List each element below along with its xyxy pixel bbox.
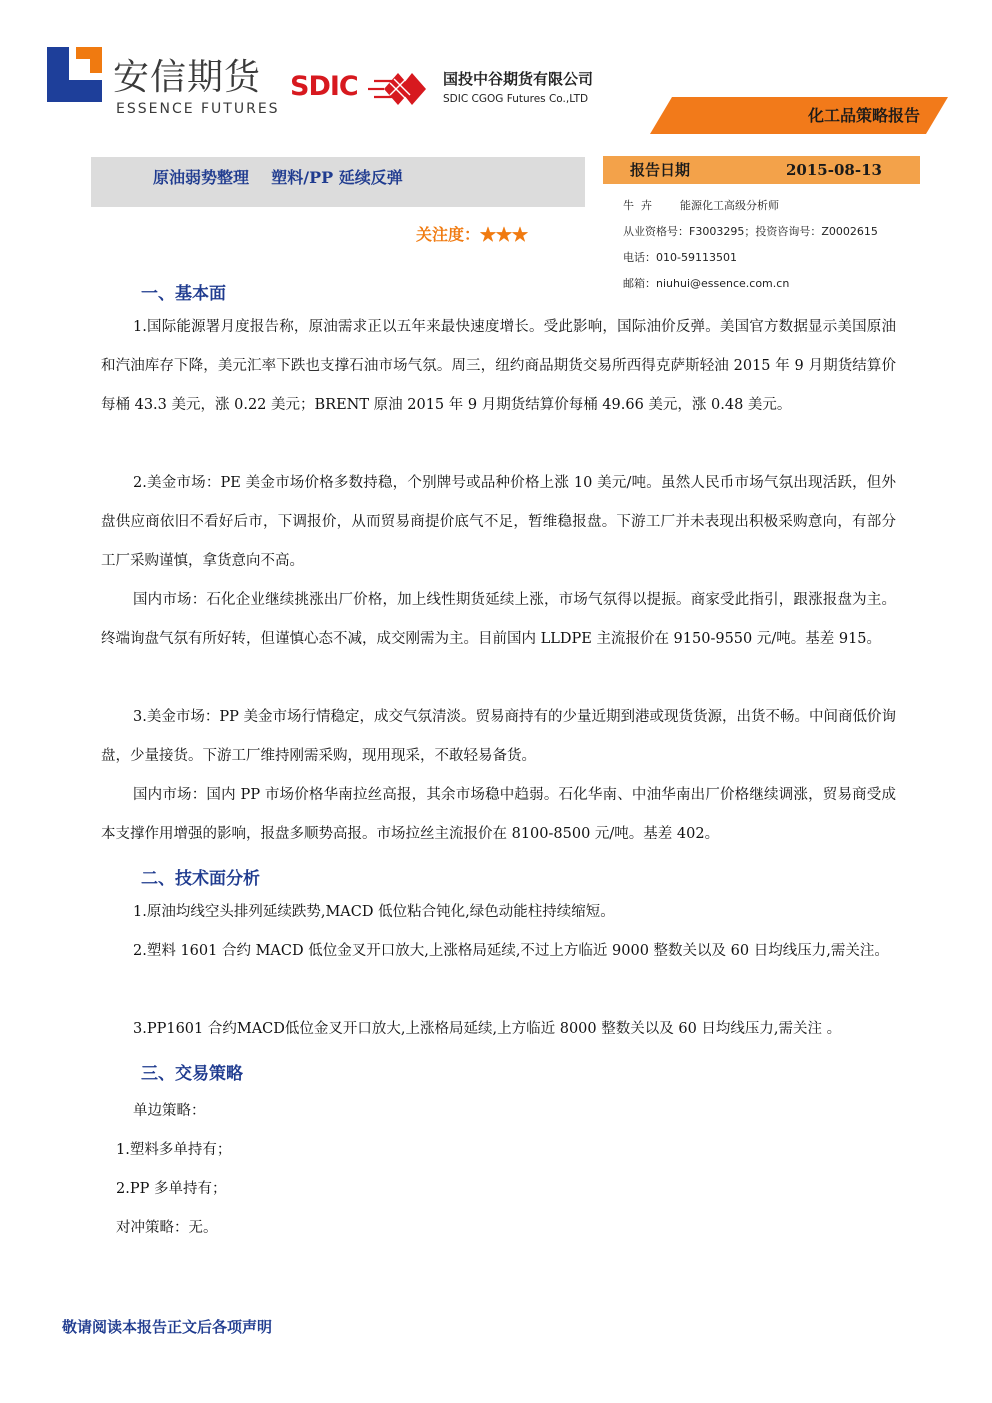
technical-paragraph-2: 2.塑料 1601 合约 MACD 低位金叉开口放大,上涨格局延续,不过上方临近 9000 整数关以及 60 日均线压力,需关注。 [133,943,889,959]
sdic-company-name-chinese: 国投中谷期货有限公司 [443,70,594,88]
essence-logo-chinese: 安信期货 [113,57,262,98]
footer-disclaimer: 敬请阅读本报告正文后各项声明 [62,1318,273,1336]
section-heading-technical: 二、技术面分析 [141,869,260,889]
analyst-name: 牛 卉 能源化工高级分析师 [623,199,779,212]
sdic-company-name-english: SDIC CGOG Futures Co.,LTD [443,93,589,105]
technical-paragraph-1: 1.原油均线空头排列延续跌势,MACD 低位粘合钝化,绿色动能柱持续缩短。 [133,904,615,920]
attention-rating: 关注度：★★★ [416,225,529,244]
strategy-item-2: 2.PP 多单持有； [116,1181,227,1197]
report-type-label: 化工品策略报告 [807,106,920,125]
essence-logo-icon [47,47,102,102]
strategy-single-label: 单边策略： [133,1103,206,1119]
strategy-item-1: 1.塑料多单持有； [116,1142,232,1158]
section-heading-strategy: 三、交易策略 [141,1064,243,1084]
analyst-qualification: 从业资格号：F3003295；投资咨询号：Z0002615 [623,225,878,238]
sdic-logo-icon [368,73,426,105]
report-date-value: 2015-08-13 [786,161,882,179]
analyst-phone: 电话：010-59113501 [623,251,737,264]
technical-paragraph-3: 3.PP1601 合约MACD低位金叉开口放大,上涨格局延续,上方临近 8000 整数关以及 60 日均线压力,需关注 。 [133,1021,842,1037]
analyst-email: 邮箱：niuhui@essence.com.cn [623,277,790,290]
report-date-label: 报告日期 [630,161,691,179]
fundamentals-paragraph-3: 国内市场：石化企业继续挑涨出厂价格，加上线性期货延续上涨，市场气氛得以提振。商家受此指引，跟涨报盘为主。终端询盘气氛有所好转，但谨慎心态不减，成交刚需为主。目前国内 LLDPE 主流报价在 9150-9550 元/吨。基差 915。 [101,592,896,647]
section-heading-fundamentals: 一、基本面 [141,284,226,304]
report-title: 原油弱势整理 塑料/PP 延续反弹 [153,168,403,187]
sdic-logo-text: SDIC [290,71,358,102]
fundamentals-paragraph-5: 国内市场：国内 PP 市场价格华南拉丝高报，其余市场稳中趋弱。石化华南、中油华南出厂价格继续调涨，贸易商受成本支撑作用增强的影响，报盘多顺势高报。市场拉丝主流报价在 8100-8500 元/吨。基差 402。 [101,787,896,842]
strategy-hedge: 对冲策略：无。 [116,1220,218,1236]
fundamentals-paragraph-4: 3.美金市场：PP 美金市场行情稳定，成交气氛清淡。贸易商持有的少量近期到港或现货货源，出货不畅。中间商低价询盘，少量接货。下游工厂维持刚需采购，现用现采，不敢轻易备货。 [101,709,896,764]
fundamentals-paragraph-2: 2.美金市场：PE 美金市场价格多数持稳，个别牌号或品种价格上涨 10 美元/吨。虽然人民币市场气氛出现活跃，但外盘供应商依旧不看好后市，下调报价，从而贸易商提价底气不足，暂维稳报盘。下游工厂并未表现出积极采购意向，有部分工厂采购谨慎，拿货意向不高。 [101,475,896,569]
essence-logo-english: ESSENCE FUTURES [116,101,280,117]
fundamentals-paragraph-1: 1.国际能源署月度报告称，原油需求正以五年来最快速度增长。受此影响，国际油价反弹。美国官方数据显示美国原油和汽油库存下降，美元汇率下跌也支撑石油市场气氛。周三，纽约商品期货交易所西得克萨斯轻油 2015 年 9 月期货结算价每桶 43.3 美元，涨 0.22 美元；BRENT 原油 2015 年 9 月期货结算价每桶 49.66 美元，涨 0.48 美元。 [101,319,896,413]
